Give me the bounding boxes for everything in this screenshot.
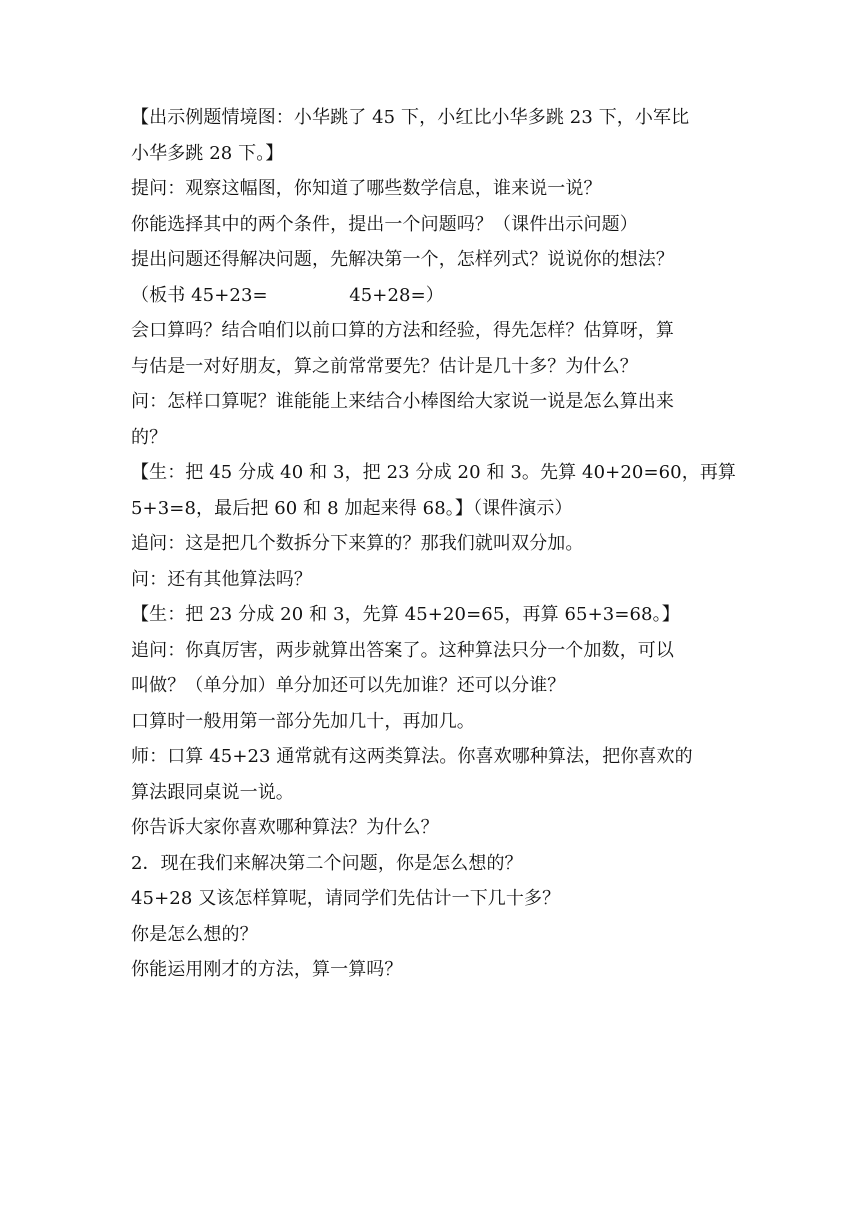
text-line: （板书 45+23= 45+28=） xyxy=(131,284,444,306)
text-line: 2．现在我们来解决第二个问题，你是怎么想的？ xyxy=(131,852,523,874)
text-line: 师：口算 45+23 通常就有这两类算法。你喜欢哪种算法，把你喜欢的 xyxy=(131,746,693,767)
text-line: 追问：你真厉害，两步就算出答案了。这种算法只分一个加数，可以 xyxy=(131,639,674,661)
text-line: 你能运用刚才的方法，算一算吗？ xyxy=(131,959,403,980)
text-line: 你能选择其中的两个条件，提出一个问题吗？（课件出示问题） xyxy=(131,213,638,235)
text-line: 口算时一般用第一部分先加几十，再加几。 xyxy=(131,710,475,732)
text-line: 的？ xyxy=(131,426,168,448)
text-line: 会口算吗？结合咱们以前口算的方法和经验，得先怎样？估算呀，算 xyxy=(131,320,674,341)
text-line: 你是怎么想的？ xyxy=(131,923,258,945)
text-line: 小华多跳 28 下。】 xyxy=(131,142,284,164)
text-line: 【出示例题情境图：小华跳了 45 下，小红比小华多跳 23 下，小军比 xyxy=(131,107,690,128)
text-line: 叫做？（单分加）单分加还可以先加谁？还可以分谁？ xyxy=(131,675,566,696)
text-line: 提出问题还得解决问题，先解决第一个，怎样列式？说说你的想法？ xyxy=(131,249,674,270)
text-line: 追问：这是把几个数拆分下来算的？那我们就叫双分加。 xyxy=(131,533,584,554)
document-body xyxy=(131,100,735,988)
text-line: 与估是一对好朋友，算之前常常要先？估计是几十多？为什么？ xyxy=(131,355,638,377)
text-line: 问：怎样口算呢？谁能能上来结合小棒图给大家说一说是怎么算出来 xyxy=(131,391,674,412)
text-line: 算法跟同桌说一说。 xyxy=(131,781,294,803)
text-line: 【生：把 23 分成 20 和 3，先算 45+20=65，再算 65+3=68。】 xyxy=(131,604,680,625)
text-line: 45+28 又该怎样算呢，请同学们先估计一下几十多？ xyxy=(131,888,561,909)
text-line: 问：还有其他算法吗？ xyxy=(131,568,312,590)
text-line: 提问：观察这幅图，你知道了哪些数学信息，谁来说一说？ xyxy=(131,178,602,199)
text-line: 你告诉大家你喜欢哪种算法？为什么？ xyxy=(131,817,439,838)
text-line: 【生：把 45 分成 40 和 3，把 23 分成 20 和 3。先算 40+20=60，再算 xyxy=(131,462,737,483)
text-line: 5+3=8，最后把 60 和 8 加起来得 68。】（课件演示） xyxy=(131,497,573,519)
